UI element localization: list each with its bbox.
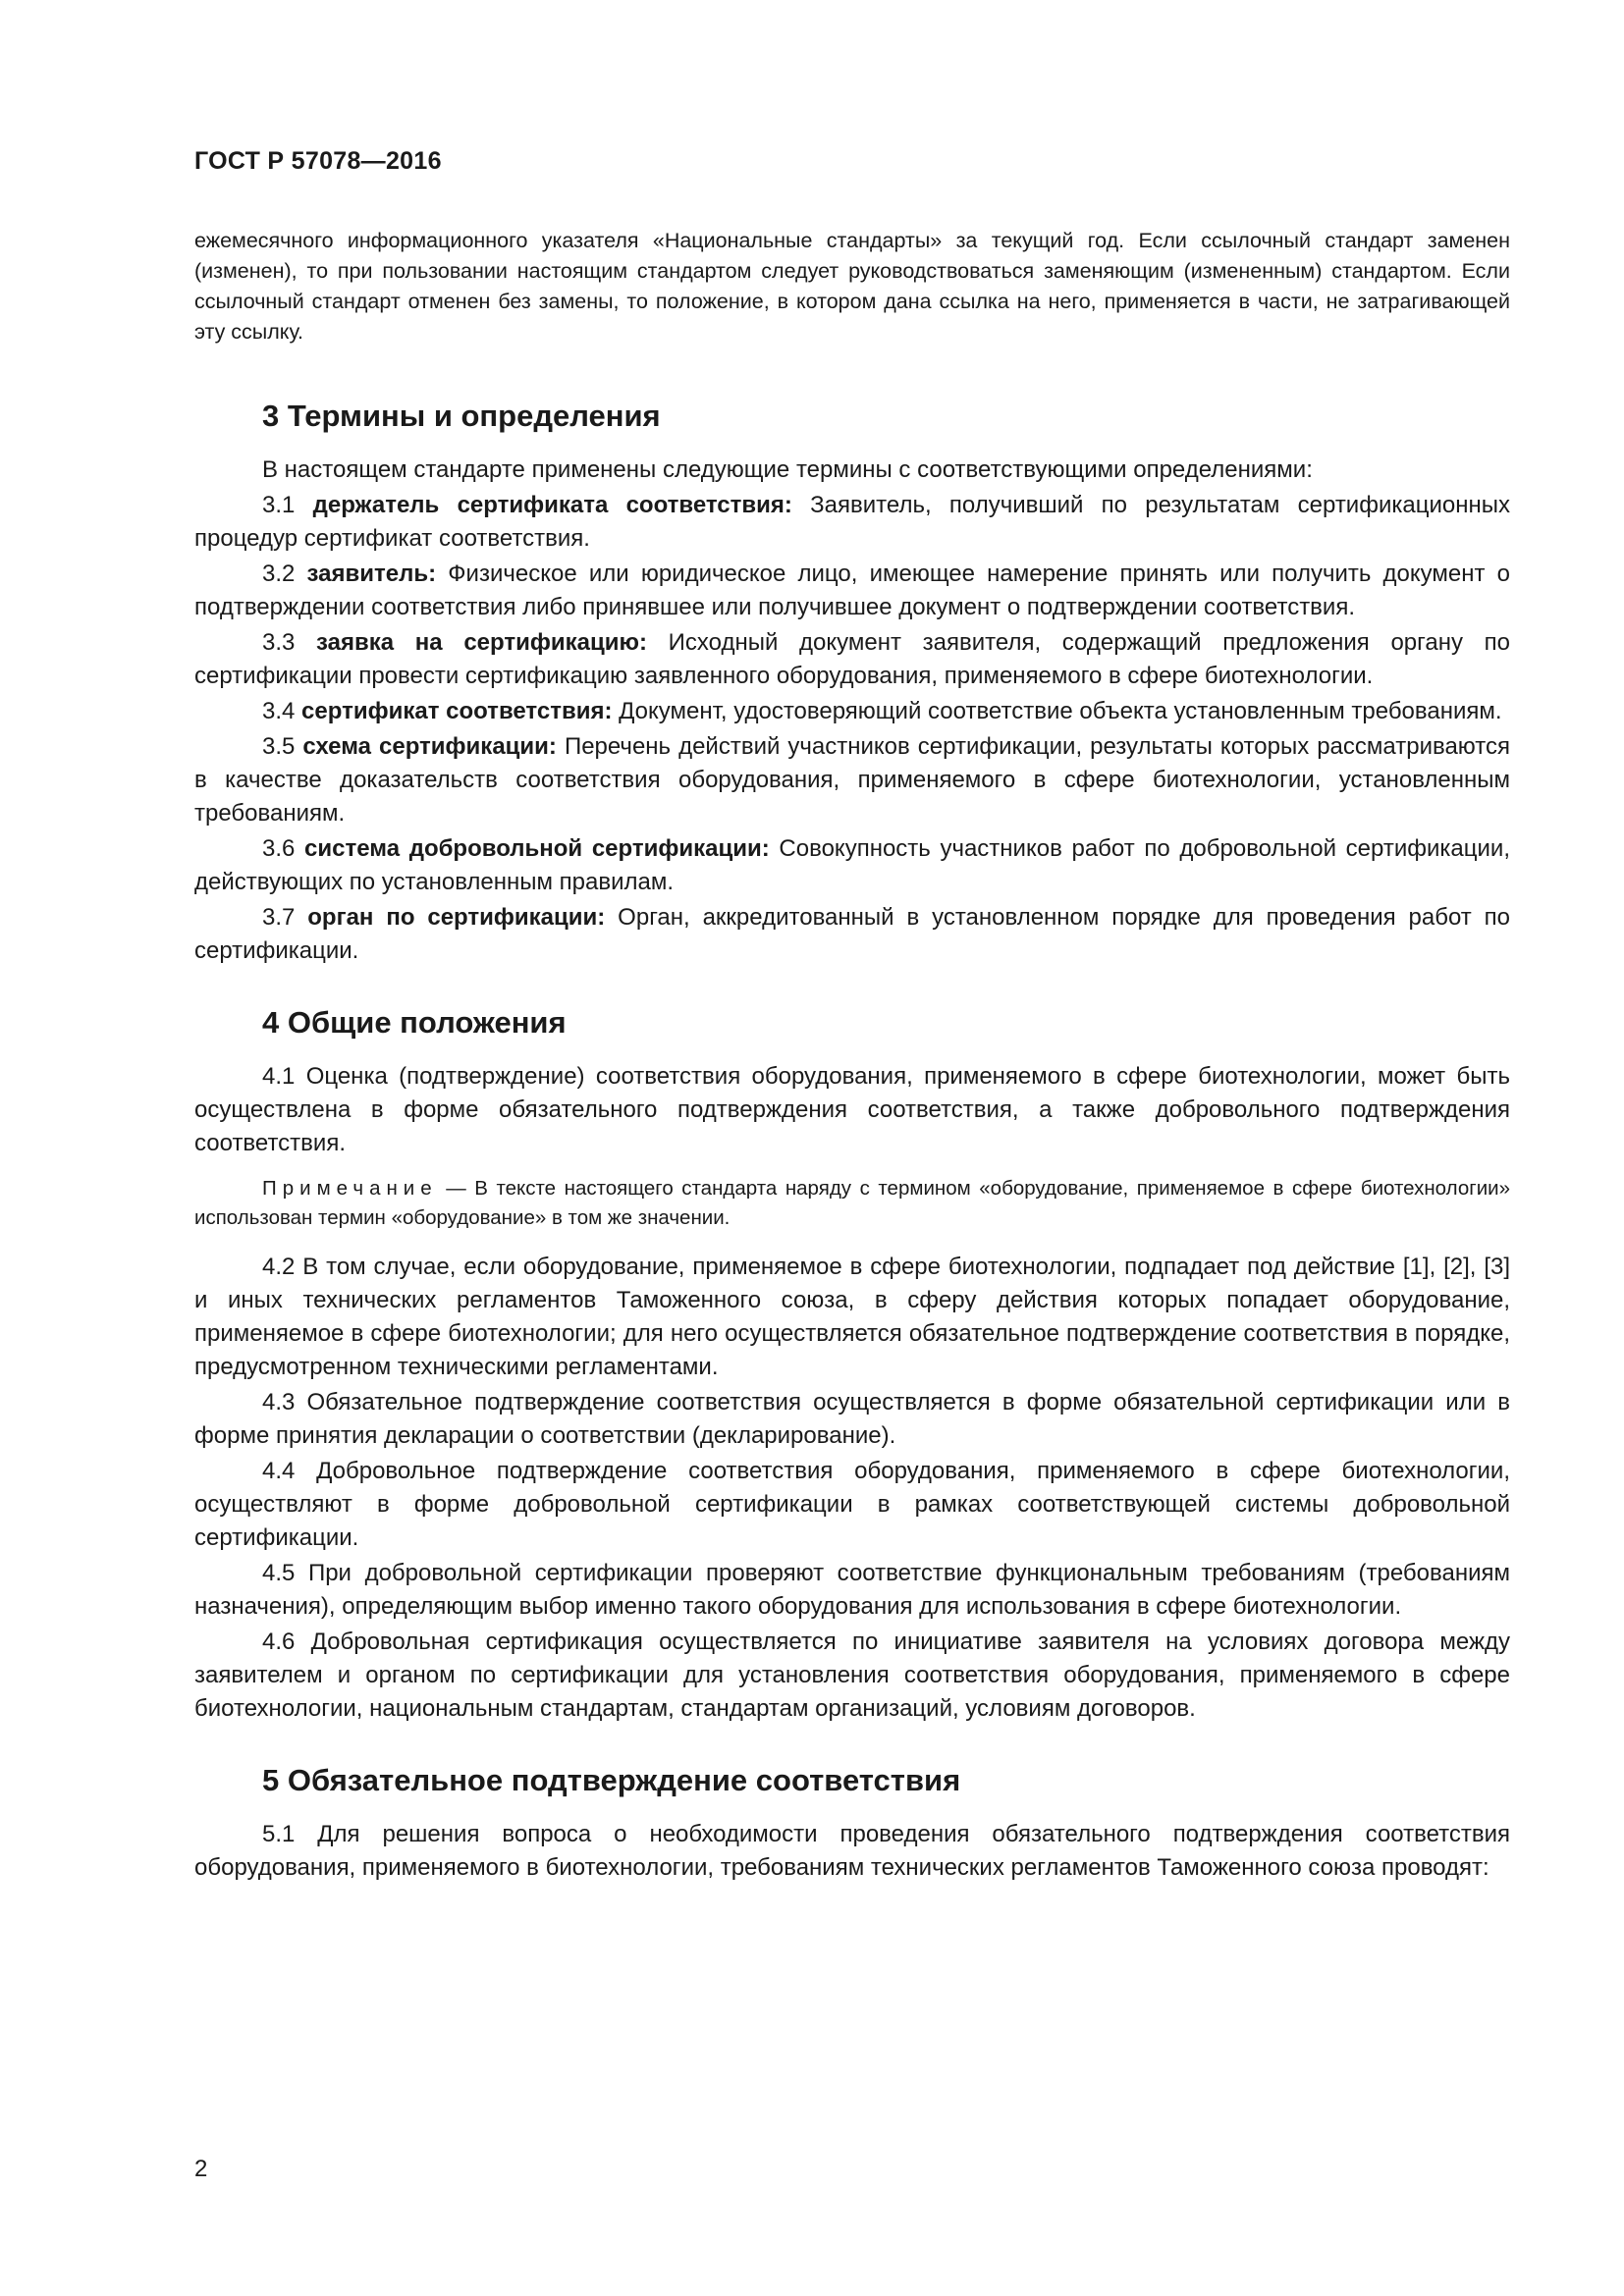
term-definition: Физическое или юридическое лицо, имеющее намерение принять или получить документ о подтверждении соответствия либо принявшее или получившее документ о подтверждении соответствия.: [194, 561, 1511, 620]
term-title: система добровольной сертификации:: [304, 835, 770, 862]
term-3-3: [194, 626, 1510, 693]
paragraph-4-3: 4.3 Обязательное подтверждение соответствия осуществляется в форме обязательной сертификации или в форме принятия декларации о соответствии (декларирование).: [194, 1389, 1510, 1449]
document-body: [194, 226, 1510, 1887]
section-3-lead: В настоящем стандарте применены следующие термины с соответствующими определениями:: [262, 456, 1313, 483]
term-3-1: [194, 489, 1510, 556]
section-4-heading: 4 Общие положения: [262, 1005, 567, 1040]
paragraph-4-4: 4.4 Добровольное подтверждение соответствия оборудования, применяемого в сфере биотехнологии, осуществляют в форме добровольной сертификации в рамках соответствующей системы добровольной сертификации.: [194, 1458, 1510, 1551]
section-3-heading: 3 Термины и определения: [262, 399, 661, 433]
note-paragraph: [194, 1174, 1510, 1233]
term-title: заявитель:: [306, 561, 437, 587]
term-number: 3.3: [262, 629, 317, 656]
term-3-4: [194, 695, 1510, 728]
term-number: 3.1: [262, 492, 313, 518]
section-5-heading: 5 Обязательное подтверждение соответствия: [262, 1763, 961, 1797]
running-header: ГОСТ Р 57078—2016: [194, 147, 442, 175]
term-definition: Перечень действий участников сертификации, результаты которых рассматриваются в качестве доказательств соответствия оборудования, применяемого в сфере биотехнологии, установленным требованиям.: [194, 733, 1510, 827]
paragraph-4-2: 4.2 В том случае, если оборудование, применяемое в сфере биотехнологии, подпадает под действие [1], [2], [3] и иных технических регламентов Таможенного союза, в сферу действия которых попадает оборудование, применяемое в сфере биотехнологии; для него осуществляется обязательное подтверждение соответствия в порядке, предусмотренном техническими регламентами.: [194, 1254, 1510, 1380]
term-title: заявка на сертификацию:: [316, 629, 647, 656]
term-definition: Документ, удостоверяющий соответствие объекта установленным требованиям.: [612, 698, 1502, 724]
paragraph-4-1: 4.1 Оценка (подтверждение) соответствия оборудования, применяемого в сфере биотехнологии, может быть осуществлена в форме обязательного подтверждения соответствия, а также добровольного подтверждения соответствия.: [194, 1063, 1510, 1156]
term-number: 3.4: [262, 698, 302, 724]
note-label: Примечание: [262, 1177, 438, 1200]
term-number: 3.7: [262, 904, 308, 931]
section-spacer: [194, 1728, 1510, 1761]
note-text: — В тексте настоящего стандарта наряду с термином «оборудование, применяемое в сфере биотехнологии» использован термин «оборудование» в том же значении.: [194, 1177, 1510, 1229]
term-definition: Орган, аккредитованный в установленном порядке для проведения работ по сертификации.: [194, 904, 1510, 964]
term-title: схема сертификации:: [302, 733, 557, 760]
term-number: 3.5: [262, 733, 303, 760]
term-title: сертификат соответствия:: [301, 698, 613, 724]
term-3-6: [194, 832, 1510, 899]
term-3-2: [194, 558, 1510, 624]
paragraph-4-6: 4.6 Добровольная сертификация осуществляется по инициативе заявителя на условиях договора между заявителем и органом по сертификации для установления соответствия оборудования, применяемого в сфере биотехнологии, национальным стандартам, стандартам организаций, условиям договоров.: [194, 1629, 1510, 1722]
term-definition: Заявитель, получивший по результатам сертификационных процедур сертификат соответствия.: [194, 492, 1510, 552]
term-definition: Исходный документ заявителя, содержащий предложения органу по сертификации провести сертификацию заявленного оборудования, применяемого в сфере биотехнологии.: [194, 629, 1511, 689]
term-title: держатель сертификата соответствия:: [312, 492, 792, 518]
paragraph-5-1: 5.1 Для решения вопроса о необходимости проведения обязательного подтверждения соответствия оборудования, применяемого в биотехнологии, требованиям технических регламентов Таможенного союза проводят:: [194, 1821, 1510, 1881]
term-definition: Совокупность участников работ по добровольной сертификации, действующих по установленным правилам.: [194, 835, 1511, 895]
term-number: 3.2: [262, 561, 307, 587]
section-spacer: [194, 970, 1510, 1003]
term-3-5: [194, 730, 1510, 830]
paragraph-4-5: 4.5 При добровольной сертификации проверяют соответствие функциональным требованиям (требованиям назначения), определяющим выбор именно такого оборудования для использования в сфере биотехнологии.: [194, 1560, 1510, 1620]
intro-paragraph: ежемесячного информационного указателя «Национальные стандарты» за текущий год. Если ссылочный стандарт заменен (изменен), то при пользовании настоящим стандартом следует руководствоваться заменяющим (измененным) стандартом. Если ссылочный стандарт отменен без замены, то положение, в котором дана ссылка на него, применяется в части, не затрагивающей эту ссылку.: [194, 229, 1510, 344]
term-3-7: [194, 901, 1510, 968]
page-number: 2: [194, 2156, 208, 2182]
term-number: 3.6: [262, 835, 305, 862]
term-title: орган по сертификации:: [307, 904, 606, 931]
